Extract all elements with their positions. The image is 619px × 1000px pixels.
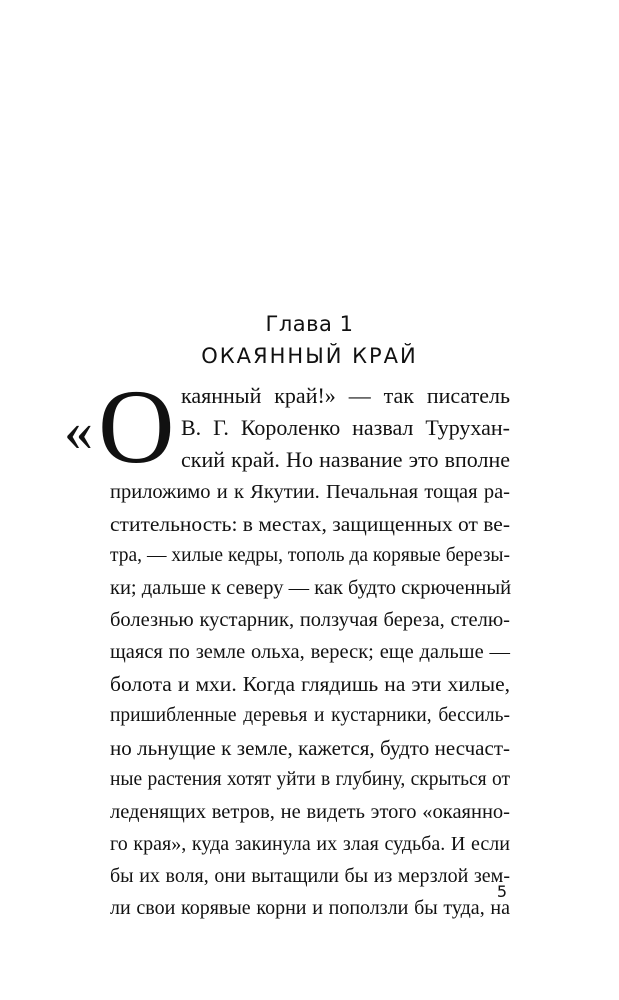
- text-line: ли свои корявые корни и поползли бы туда, на: [110, 897, 510, 919]
- drop-cap-letter: О: [98, 368, 175, 485]
- drop-cap-quote: «: [64, 398, 93, 463]
- text-line: приложимо и к Якутии. Печальная тощая ра-: [110, 481, 510, 503]
- text-line: ский край. Но название это вполне: [181, 447, 510, 472]
- text-line: бы их воля, они вытащили бы из мерзлой зем-: [110, 865, 510, 887]
- text-line: болота и мхи. Когда глядишь на эти хилые,: [110, 672, 510, 696]
- page-number: 5: [496, 882, 507, 901]
- text-line: ки; дальше к северу — как будто скрюченный: [110, 577, 512, 599]
- text-line: тра, — хилые кедры, тополь да корявые березы-: [110, 545, 510, 566]
- text-line: ные растения хотят уйти в глубину, скрыться от: [110, 769, 510, 790]
- text-line: но льнущие к земле, кажется, будто несчаст-: [110, 736, 510, 760]
- text-line: щаяся по земле ольха, вереск; еще дальше —: [110, 641, 510, 663]
- text-line: каянный край!» — так писатель: [181, 383, 510, 408]
- text-line: леденящих ветров, не видеть этого «окаянно-: [110, 801, 510, 823]
- text-line: пришибленные деревья и кустарники, бессиль-: [110, 705, 510, 726]
- chapter-label: Глава 1: [265, 312, 354, 336]
- text-line: стительность: в местах, защищенных от ве-: [110, 512, 510, 536]
- text-line: В. Г. Короленко назвал Турухан-: [181, 415, 510, 440]
- text-line: болезнью кустарник, ползучая береза, стелю-: [110, 609, 510, 631]
- text-line: го края», куда закинула их злая судьба. И если: [110, 833, 510, 855]
- chapter-title: ОКАЯННЫЙ КРАЙ: [201, 344, 418, 368]
- drop-cap: [64, 368, 175, 485]
